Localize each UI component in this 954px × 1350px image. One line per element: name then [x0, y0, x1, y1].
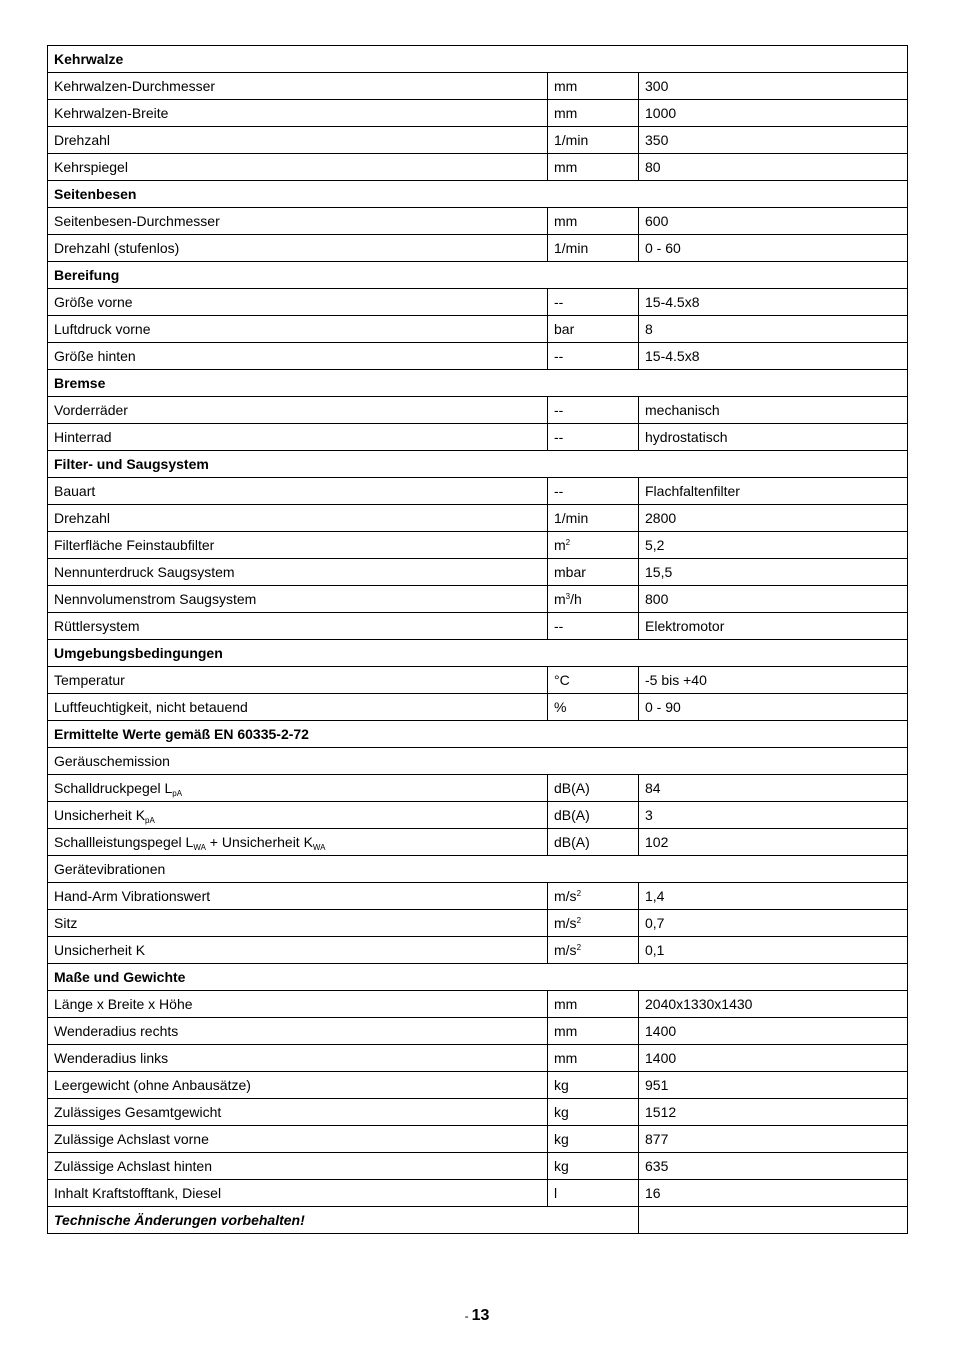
value-text: 16 [645, 1185, 661, 1201]
value-cell [639, 505, 908, 532]
parameter-label-cell [48, 1099, 548, 1126]
value-cell [639, 559, 908, 586]
unit-cell [548, 1153, 639, 1180]
parameter-label-cell [48, 316, 548, 343]
unit-cell [548, 73, 639, 100]
value-text: hydrostatisch [645, 429, 728, 445]
unit-text: mm [554, 1023, 578, 1039]
unit-text: -- [554, 294, 564, 310]
value-text: 84 [645, 780, 661, 796]
unit-text: 1/min [554, 240, 589, 256]
table-row [48, 856, 908, 883]
parameter-label: Größe vorne [54, 294, 133, 310]
table-row [48, 802, 908, 829]
parameter-label: Seitenbesen-Durchmesser [54, 213, 220, 229]
value-cell [639, 235, 908, 262]
value-text: 1000 [645, 105, 677, 121]
unit-cell [548, 1045, 639, 1072]
parameter-label: Kehrspiegel [54, 159, 128, 175]
parameter-label: Luftfeuchtigkeit, nicht betauend [54, 699, 248, 715]
unit-text: mm [554, 105, 578, 121]
parameter-label-cell [48, 1072, 548, 1099]
unit-text: mbar [554, 564, 586, 580]
parameter-label-cell [48, 1018, 548, 1045]
table-row [48, 208, 908, 235]
parameter-label: Länge x Breite x Höhe [54, 996, 193, 1012]
section-header-row [48, 640, 908, 667]
section-title: Maße und Gewichte [48, 964, 908, 991]
unit-text: mm [554, 159, 578, 175]
value-cell [639, 694, 908, 721]
parameter-label: Drehzahl (stufenlos) [54, 240, 180, 256]
unit-cell [548, 100, 639, 127]
value-cell [639, 100, 908, 127]
unit-cell [548, 532, 639, 559]
table-row [48, 1072, 908, 1099]
unit-cell [548, 1099, 639, 1126]
value-cell [639, 883, 908, 910]
value-text: 635 [645, 1158, 669, 1174]
value-cell [639, 478, 908, 505]
value-cell [639, 937, 908, 964]
label-continuation: + Unsicherheit K [205, 834, 313, 850]
unit-text: -- [554, 348, 564, 364]
value-cell [639, 424, 908, 451]
parameter-label: Kehrwalzen-Breite [54, 105, 169, 121]
table-row [48, 154, 908, 181]
table-row [48, 235, 908, 262]
value-text: 2040x1330x1430 [645, 996, 753, 1012]
section-title: Filter- und Saugsystem [48, 451, 908, 478]
value-text: 951 [645, 1077, 669, 1093]
parameter-label: Hinterrad [54, 429, 112, 445]
label-subscript: WA [193, 843, 206, 852]
unit-text: kg [554, 1158, 569, 1174]
unit-cell [548, 991, 639, 1018]
unit-text: bar [554, 321, 575, 337]
unit-text: m [554, 537, 566, 553]
unit-text: 1/min [554, 132, 589, 148]
unit-text: dB(A) [554, 780, 590, 796]
table-row [48, 127, 908, 154]
table-row [48, 289, 908, 316]
parameter-label: Vorderräder [54, 402, 128, 418]
value-text: 1400 [645, 1023, 677, 1039]
unit-cell [548, 775, 639, 802]
table-row [48, 559, 908, 586]
value-text: 5,2 [645, 537, 665, 553]
parameter-label: Leergewicht (ohne Anbausätze) [54, 1077, 251, 1093]
section-header-row [48, 451, 908, 478]
value-text: 350 [645, 132, 669, 148]
value-cell [639, 910, 908, 937]
unit-text: l [554, 1185, 558, 1201]
unit-text: m/s [554, 942, 577, 958]
unit-text: kg [554, 1104, 569, 1120]
parameter-label-cell [48, 505, 548, 532]
parameter-label-cell [48, 694, 548, 721]
unit-cell [548, 505, 639, 532]
value-cell [639, 1072, 908, 1099]
table-row [48, 73, 908, 100]
parameter-label-cell [48, 208, 548, 235]
unit-text: mm [554, 1050, 578, 1066]
unit-cell [548, 559, 639, 586]
section-title: Ermittelte Werte gemäß EN 60335-2-72 [48, 721, 908, 748]
parameter-label-cell [48, 910, 548, 937]
value-text: 15-4.5x8 [645, 348, 700, 364]
parameter-label: Bauart [54, 483, 96, 499]
parameter-label: Rüttlersystem [54, 618, 140, 634]
unit-cell [548, 478, 639, 505]
parameter-label-cell [48, 343, 548, 370]
value-text: 80 [645, 159, 661, 175]
table-row [48, 505, 908, 532]
table-row [48, 424, 908, 451]
parameter-label-cell [48, 73, 548, 100]
footer-row [48, 1207, 908, 1234]
unit-text: kg [554, 1077, 569, 1093]
subheading-cell: Gerätevibrationen [48, 856, 908, 883]
unit-superscript: 2 [576, 916, 582, 925]
unit-superscript: 2 [576, 889, 582, 898]
value-text: 0 - 60 [645, 240, 681, 256]
parameter-label-cell [48, 613, 548, 640]
section-title: Kehrwalze [48, 46, 908, 73]
section-header-row [48, 46, 908, 73]
value-text: 0,7 [645, 915, 665, 931]
value-cell [639, 829, 908, 856]
unit-cell [548, 343, 639, 370]
value-text: 300 [645, 78, 669, 94]
parameter-label-cell [48, 586, 548, 613]
value-text: 600 [645, 213, 669, 229]
unit-cell [548, 127, 639, 154]
value-cell [639, 1126, 908, 1153]
value-text: 15-4.5x8 [645, 294, 700, 310]
unit-text: °C [554, 672, 570, 688]
value-text: 800 [645, 591, 669, 607]
unit-text: -- [554, 402, 564, 418]
value-cell [639, 1099, 908, 1126]
unit-text: m/s [554, 915, 577, 931]
table-row [48, 316, 908, 343]
parameter-label: Temperatur [54, 672, 125, 688]
technical-data-body [48, 46, 908, 1234]
unit-cell [548, 424, 639, 451]
parameter-label: Unsicherheit K [54, 942, 146, 958]
table-row [48, 1045, 908, 1072]
page-number-prefix: - [464, 1309, 469, 1323]
parameter-label-cell [48, 1045, 548, 1072]
unit-cell [548, 1072, 639, 1099]
unit-superscript: 2 [565, 538, 571, 547]
section-title: Bereifung [48, 262, 908, 289]
value-cell [639, 586, 908, 613]
page-number [0, 1307, 954, 1325]
table-row [48, 397, 908, 424]
value-text: 102 [645, 834, 669, 850]
parameter-label-cell [48, 478, 548, 505]
parameter-label: Wenderadius links [54, 1050, 169, 1066]
unit-cell [548, 1180, 639, 1207]
parameter-label: Zulässiges Gesamtgewicht [54, 1104, 222, 1120]
unit-text: % [554, 699, 567, 715]
section-header-row [48, 964, 908, 991]
unit-text: dB(A) [554, 834, 590, 850]
parameter-label: Nennvolumenstrom Saugsystem [54, 591, 257, 607]
unit-cell [548, 208, 639, 235]
value-cell [639, 397, 908, 424]
unit-suffix: /h [570, 591, 582, 607]
subheading-cell: Geräuschemission [48, 748, 908, 775]
table-row [48, 1099, 908, 1126]
unit-cell [548, 667, 639, 694]
table-row [48, 532, 908, 559]
value-cell [639, 208, 908, 235]
value-text: 1512 [645, 1104, 677, 1120]
parameter-label: Sitz [54, 915, 78, 931]
parameter-label-cell [48, 532, 548, 559]
unit-cell [548, 154, 639, 181]
value-cell [639, 154, 908, 181]
value-cell [639, 1180, 908, 1207]
parameter-label-cell [48, 667, 548, 694]
table-row [48, 1018, 908, 1045]
value-cell [639, 343, 908, 370]
table-row [48, 748, 908, 775]
table-row [48, 829, 908, 856]
parameter-label: Inhalt Kraftstofftank, Diesel [54, 1185, 222, 1201]
parameter-label-cell [48, 1126, 548, 1153]
technical-data-table [47, 45, 908, 1234]
parameter-label: Kehrwalzen-Durchmesser [54, 78, 216, 94]
value-text: -5 bis +40 [645, 672, 707, 688]
parameter-label-cell [48, 829, 548, 856]
unit-cell [548, 397, 639, 424]
value-text: 1400 [645, 1050, 677, 1066]
page-number-value: 13 [471, 1307, 490, 1324]
unit-cell [548, 586, 639, 613]
parameter-label: Unsicherheit K [54, 807, 146, 823]
parameter-label: Filterfläche Feinstaubfilter [54, 537, 215, 553]
table-row [48, 667, 908, 694]
parameter-label-cell [48, 397, 548, 424]
parameter-label-cell [48, 235, 548, 262]
parameter-label-cell [48, 127, 548, 154]
unit-superscript: 2 [576, 943, 582, 952]
value-text: mechanisch [645, 402, 720, 418]
parameter-label: Nennunterdruck Saugsystem [54, 564, 235, 580]
unit-cell [548, 829, 639, 856]
parameter-label: Drehzahl [54, 132, 111, 148]
value-cell [639, 73, 908, 100]
table-row [48, 775, 908, 802]
unit-cell [548, 910, 639, 937]
parameter-label: Größe hinten [54, 348, 136, 364]
value-cell [639, 802, 908, 829]
parameter-label-cell [48, 802, 548, 829]
value-cell [639, 316, 908, 343]
unit-text: m [554, 591, 566, 607]
parameter-label-cell [48, 424, 548, 451]
parameter-label-cell [48, 289, 548, 316]
value-cell [639, 667, 908, 694]
unit-text: -- [554, 483, 564, 499]
value-text: 8 [645, 321, 653, 337]
unit-cell [548, 1126, 639, 1153]
parameter-label: Zulässige Achslast vorne [54, 1131, 209, 1147]
value-text: Flachfaltenfilter [645, 483, 740, 499]
parameter-label: Drehzahl [54, 510, 111, 526]
table-row [48, 694, 908, 721]
table-row [48, 937, 908, 964]
parameter-label: Schallleistungspegel L [54, 834, 194, 850]
parameter-label: Luftdruck vorne [54, 321, 151, 337]
unit-cell [548, 316, 639, 343]
value-cell [639, 1153, 908, 1180]
label-subscript: WA [312, 843, 326, 852]
table-row [48, 343, 908, 370]
table-row [48, 1126, 908, 1153]
unit-text: -- [554, 618, 564, 634]
section-header-row [48, 181, 908, 208]
parameter-label-cell [48, 883, 548, 910]
footer-note: Technische Änderungen vorbehalten! [48, 1207, 639, 1234]
parameter-label-cell [48, 100, 548, 127]
table-row [48, 1180, 908, 1207]
value-cell [639, 532, 908, 559]
value-cell [639, 775, 908, 802]
table-row [48, 883, 908, 910]
unit-text: 1/min [554, 510, 589, 526]
unit-text: mm [554, 213, 578, 229]
table-row [48, 991, 908, 1018]
footer-empty-cell [639, 1207, 908, 1234]
value-text: 877 [645, 1131, 669, 1147]
unit-cell [548, 289, 639, 316]
value-text: 2800 [645, 510, 677, 526]
unit-text: dB(A) [554, 807, 590, 823]
table-row [48, 613, 908, 640]
value-cell [639, 1018, 908, 1045]
unit-cell [548, 235, 639, 262]
table-row [48, 586, 908, 613]
section-title: Seitenbesen [48, 181, 908, 208]
value-cell [639, 289, 908, 316]
section-title: Bremse [48, 370, 908, 397]
parameter-label-cell [48, 937, 548, 964]
value-text: 15,5 [645, 564, 673, 580]
table-row [48, 478, 908, 505]
label-subscript: pA [145, 816, 155, 825]
parameter-label-cell [48, 559, 548, 586]
parameter-label-cell [48, 1153, 548, 1180]
unit-superscript: 3 [565, 592, 571, 601]
unit-text: mm [554, 996, 578, 1012]
section-header-row [48, 370, 908, 397]
section-title: Umgebungsbedingungen [48, 640, 908, 667]
value-text: 1,4 [645, 888, 665, 904]
section-header-row [48, 262, 908, 289]
label-subscript: pA [172, 789, 183, 798]
value-text: 0 - 90 [645, 699, 681, 715]
value-cell [639, 613, 908, 640]
value-text: 3 [645, 807, 653, 823]
value-text: Elektromotor [645, 618, 725, 634]
unit-text: mm [554, 78, 578, 94]
unit-cell [548, 883, 639, 910]
parameter-label: Schalldruckpegel L [54, 780, 173, 796]
parameter-label-cell [48, 154, 548, 181]
unit-cell [548, 613, 639, 640]
parameter-label-cell [48, 775, 548, 802]
unit-text: kg [554, 1131, 569, 1147]
parameter-label-cell [48, 1180, 548, 1207]
table-row [48, 910, 908, 937]
unit-cell [548, 937, 639, 964]
parameter-label: Zulässige Achslast hinten [54, 1158, 212, 1174]
parameter-label-cell [48, 991, 548, 1018]
section-header-row [48, 721, 908, 748]
parameter-label: Hand-Arm Vibrationswert [54, 888, 211, 904]
table-row [48, 100, 908, 127]
parameter-label: Wenderadius rechts [54, 1023, 179, 1039]
unit-cell [548, 1018, 639, 1045]
table-row [48, 1153, 908, 1180]
unit-text: -- [554, 429, 564, 445]
value-cell [639, 991, 908, 1018]
unit-text: m/s [554, 888, 577, 904]
value-cell [639, 1045, 908, 1072]
unit-cell [548, 802, 639, 829]
value-cell [639, 127, 908, 154]
value-text: 0,1 [645, 942, 665, 958]
unit-cell [548, 694, 639, 721]
